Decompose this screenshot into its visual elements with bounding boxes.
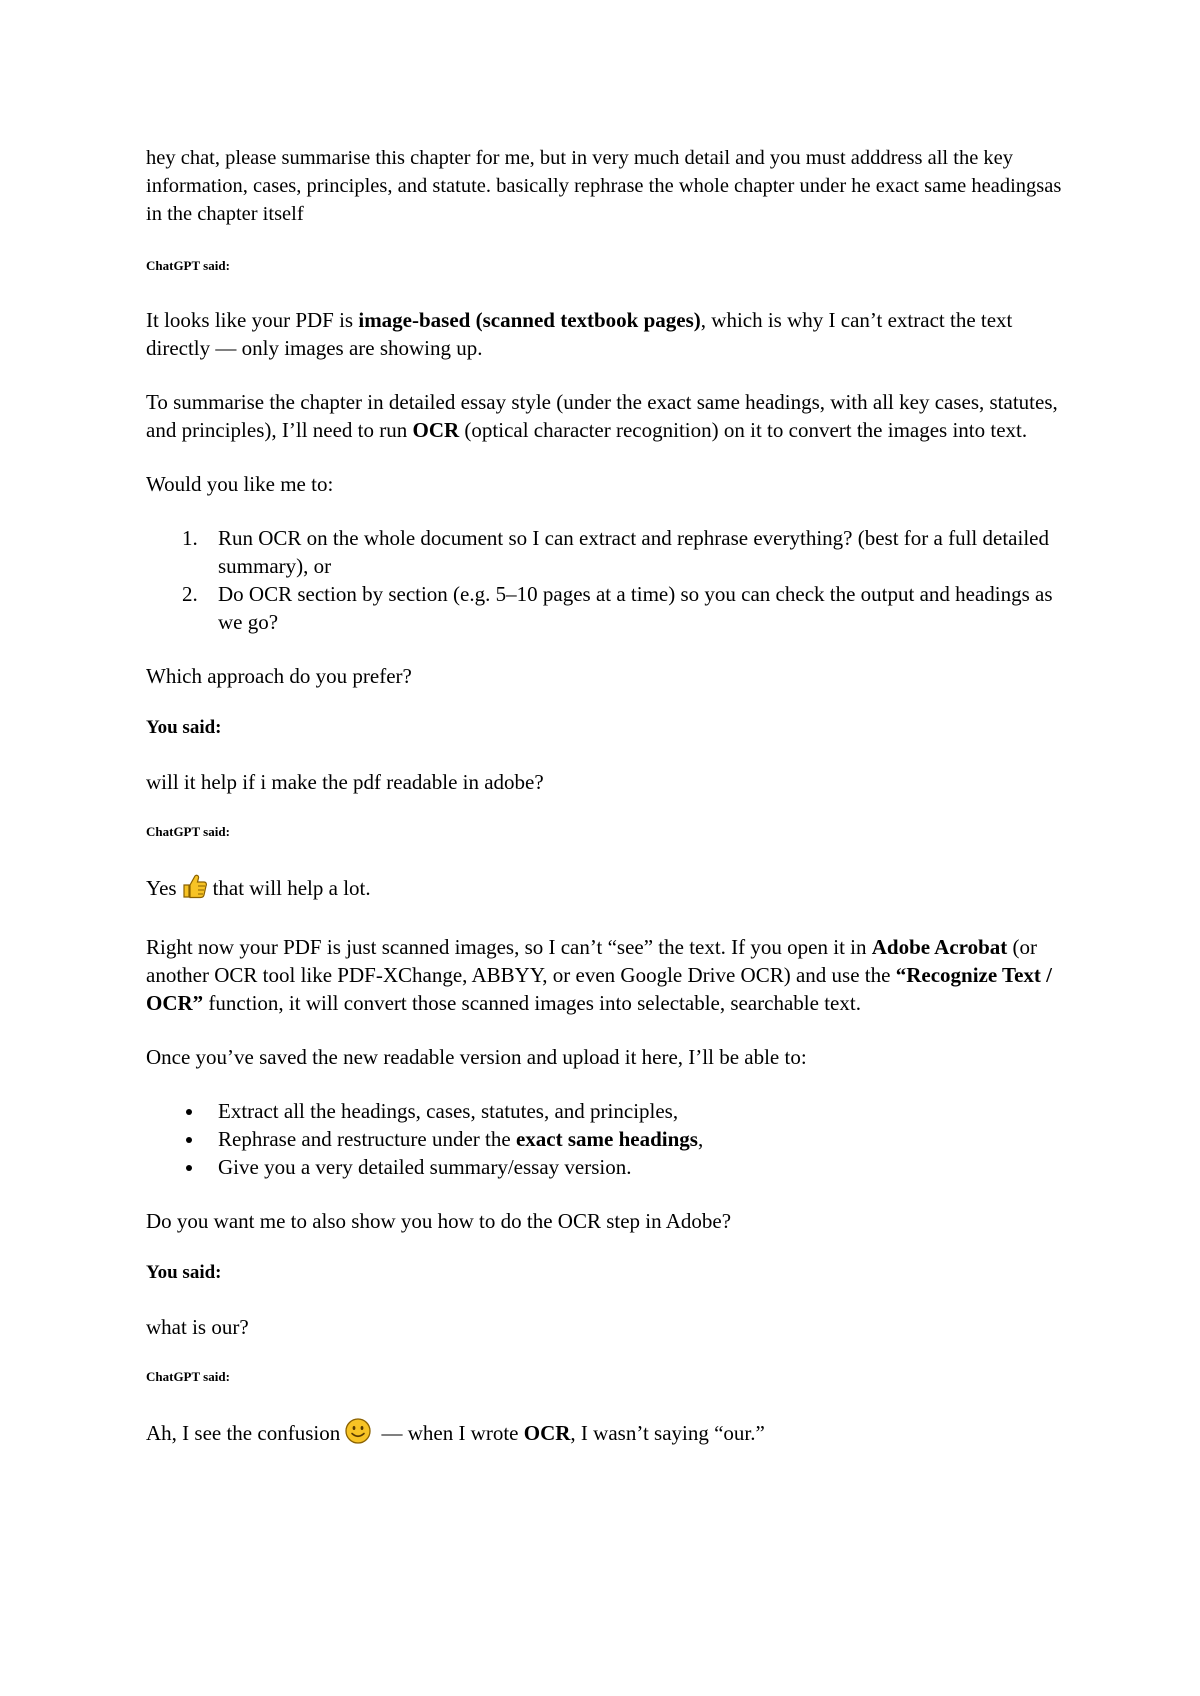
reply2-paragraph-1 [146, 872, 1066, 907]
text-span: — when I wrote [376, 1421, 524, 1445]
text-span: Rephrase and restructure under the [218, 1127, 516, 1151]
bold-span: Adobe Acrobat [871, 935, 1008, 959]
list-item [146, 1153, 1066, 1181]
text-span: Ah, I see the confusion [146, 1421, 341, 1445]
text-span: (or another OCR tool like PDF-XChange, ABBYY, or even Google Drive OCR) and use the [146, 935, 1038, 987]
list-item-text: Run OCR on the whole document so I can extract and rephrase everything? (best for a full detailed summary), or [218, 526, 1049, 578]
text-span: that will help a lot. [212, 876, 371, 900]
text-span: Give you a very detailed summary/essay version. [218, 1155, 632, 1179]
assistant-label: ChatGPT said: [146, 824, 230, 839]
text-span: Right now your PDF is just scanned images, so I can’t “see” the text. If you open it in [146, 935, 872, 959]
user-label: You said: [146, 717, 222, 738]
reply1-paragraph-1 [146, 306, 1066, 362]
bold-span: image-based (scanned textbook pages) [358, 308, 701, 332]
user-prompt-text: hey chat, please summarise this chapter for me, but in very much detail and you must adddress all the key information, cases, principles, and statute. basically rephrase the whole chapter under he exact same headingsas in the chapter itself [146, 147, 1062, 225]
text-span: Extract all the headings, cases, statutes, and principles, [218, 1099, 679, 1123]
list-number: 1. [182, 526, 198, 550]
user-message-2: will it help if i make the pdf readable in adobe? [146, 770, 544, 794]
options-list [146, 524, 1066, 636]
text-span: , I wasn’t saying “our.” [570, 1421, 765, 1445]
list-item [146, 524, 1066, 580]
chat-transcript-page [146, 144, 1066, 1478]
list-number: 2. [182, 582, 198, 606]
reply1-paragraph-4: Which approach do you prefer? [146, 664, 412, 688]
text-span: function, it will convert those scanned images into selectable, searchable text. [203, 991, 861, 1015]
smiley-face-icon [344, 1417, 372, 1452]
thumbs-up-icon [181, 872, 209, 907]
bold-span: OCR [412, 418, 460, 442]
list-item-text: Do OCR section by section (e.g. 5–10 pages at a time) so you can check the output and headings as we go? [218, 582, 1053, 634]
reply2-paragraph-2 [146, 933, 1066, 1017]
bold-span: exact same headings [515, 1127, 698, 1151]
text-span: Yes [146, 876, 177, 900]
reply2-paragraph-3: Once you’ve saved the new readable version and upload it here, I’ll be able to: [146, 1045, 807, 1069]
assistant-label: ChatGPT said: [146, 1369, 230, 1384]
assistant-label: ChatGPT said: [146, 258, 230, 273]
text-span: It looks like your PDF is [146, 308, 359, 332]
text-span: , [697, 1127, 704, 1151]
text-span: (optical character recognition) on it to convert the images into text. [459, 418, 1028, 442]
reply3-paragraph-1 [146, 1417, 1066, 1452]
bullet-icon [186, 1109, 192, 1115]
list-item [146, 1097, 1066, 1125]
bold-span: “Recognize Text / OCR” [146, 963, 1053, 1015]
reply1-paragraph-2 [146, 388, 1066, 444]
text-span: , which is why I can’t extract the text directly — only images are showing up. [146, 308, 1013, 360]
text-span: To summarise the chapter in detailed essay style (under the exact same headings, with all key cases, statutes, and principles), I’ll need to run [146, 390, 1058, 442]
user-label: You said: [146, 1262, 222, 1283]
bullets-list [146, 1097, 1066, 1181]
reply2-paragraph-4: Do you want me to also show you how to do the OCR step in Adobe? [146, 1209, 732, 1233]
list-item [146, 580, 1066, 636]
reply1-paragraph-3: Would you like me to: [146, 472, 334, 496]
bullet-icon [186, 1137, 192, 1143]
list-item [146, 1125, 1066, 1153]
bold-span: OCR [523, 1421, 571, 1445]
bullet-icon [186, 1165, 192, 1171]
user-message-3: what is our? [146, 1315, 249, 1339]
